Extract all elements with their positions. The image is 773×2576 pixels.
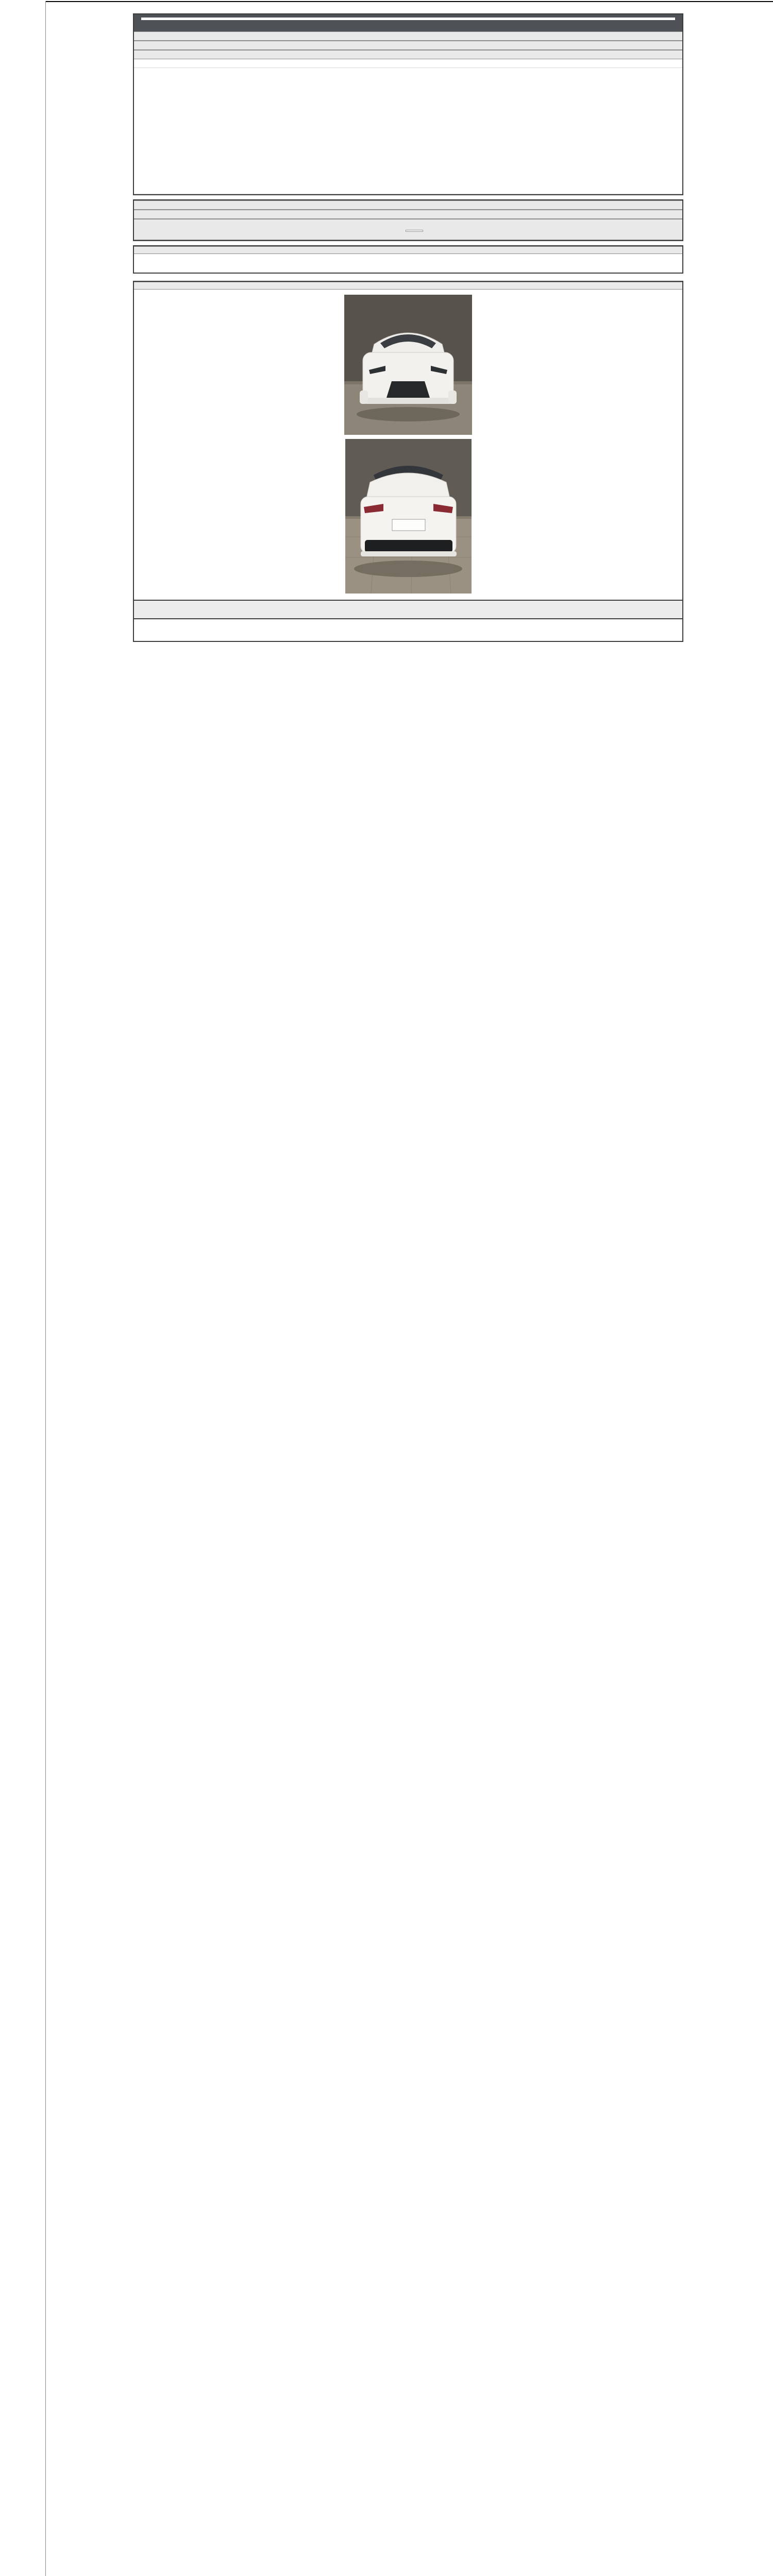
top-border-line [45,1,773,2]
page-marker-3 [133,241,724,245]
rear-photo [345,439,472,594]
final-price-line [134,223,682,235]
section-overall-state-band [134,41,682,50]
doc-block-3 [133,245,683,274]
final-price-band [134,219,682,240]
left-border-line [45,1,46,2576]
inspection-photos [134,290,682,600]
section-basic-info-band [134,31,682,41]
section-accident-history-band [134,50,682,59]
page-marker-2 [133,195,724,199]
header-stripe [141,18,675,20]
document-column [133,13,683,642]
section-photos-band [134,282,682,290]
document-title-header [134,14,682,31]
section-misc-info-band [134,210,682,219]
doc-block-4 [133,281,683,601]
doc-block-2 [133,199,683,241]
section-notices-band [134,246,682,254]
notices-body [134,254,682,273]
vehicle-diagram-wrap [134,68,682,194]
final-price-value [406,230,423,232]
damage-code-legend [134,59,682,68]
front-photo [344,295,472,435]
section-detail-state-band [134,200,682,210]
vehicle-diagram [140,71,676,190]
confirmation-footer [133,619,683,642]
signature-band [133,601,683,619]
doc-block-1 [133,13,683,195]
